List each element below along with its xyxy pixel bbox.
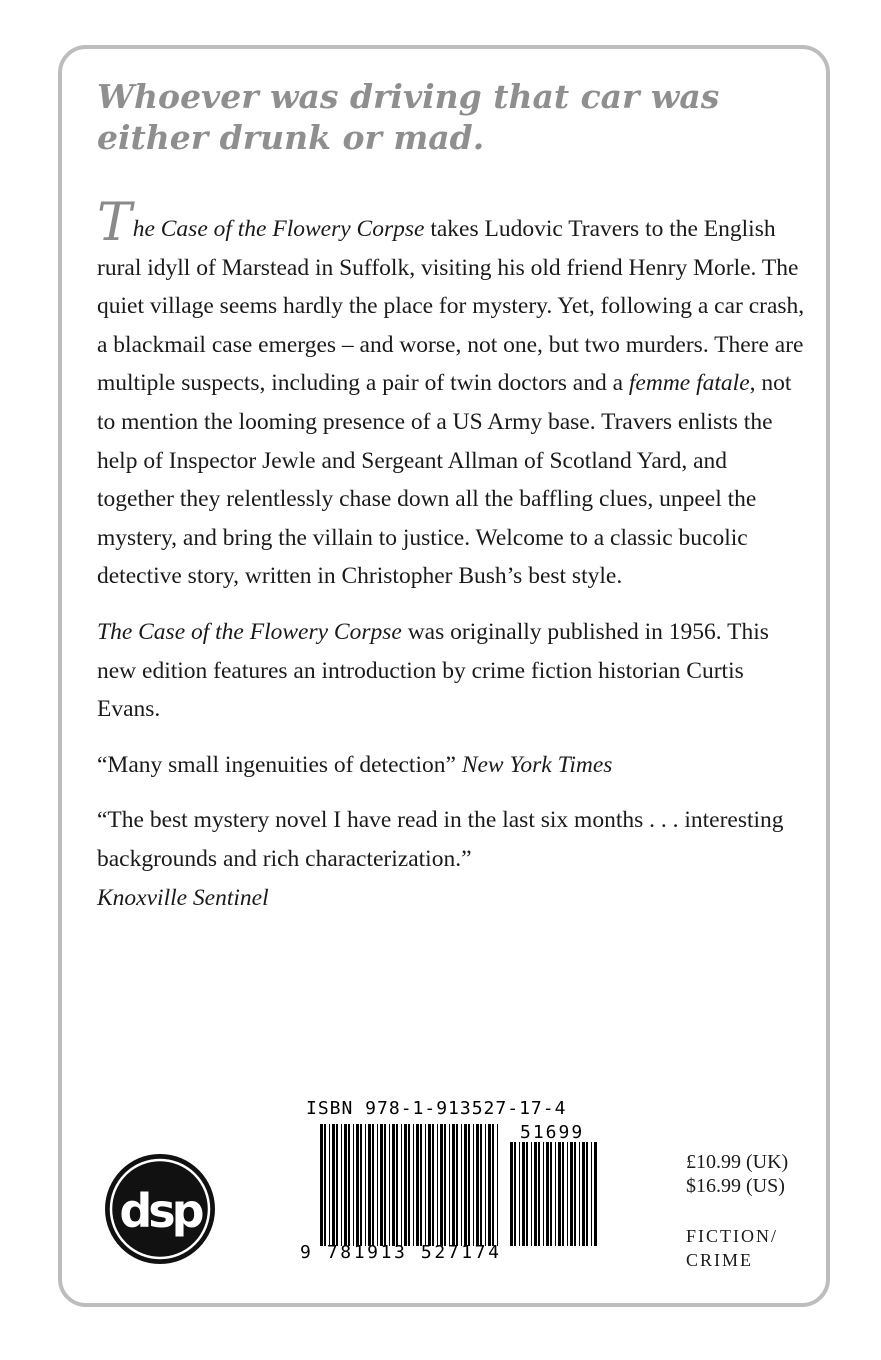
- price-block: [686, 1150, 788, 1198]
- barcode-ean-number: 9 781913 527174: [300, 1242, 502, 1263]
- blurb-text-part1: takes Ludovic Travers to the English rural idyll of Marstead in Suffolk, visiting his old friend Henry Morle. The quiet village seems hardly the place for mystery. Yet, following a car crash, a blackmail case emerges – and worse, not one, but two murders. There are multiple suspects, including a pair of twin doctors and a: [97, 216, 805, 397]
- price-uk: £10.99 (UK): [686, 1151, 789, 1173]
- category-label: [686, 1224, 778, 1272]
- blurb-text-part2: , not to mention the looming presence of a US Army base. Travers enlists the help of Inspector Jewle and Sergeant Allman of Scotland Yard, and together they relentlessly chase down all the baffling clues, unpeel the mystery, and bring the villain to justice. Welcome to a classic bucolic detective story, written in Christopher Bush’s best style.: [97, 370, 792, 590]
- category-line2: CRIME: [686, 1250, 754, 1270]
- edition-text: was originally published in 1956. This new edition features an introduction by crime fiction historian Curtis Evans.: [97, 618, 769, 723]
- edition-title: The Case of the Flowery Corpse: [97, 618, 402, 645]
- quote-2-text: “The best mystery novel I have read in the last six months . . . interesting backgrounds and rich characterization.”: [97, 807, 784, 872]
- category-line1: FICTION/: [686, 1226, 778, 1246]
- blurb-paragraph: [97, 193, 807, 596]
- femme-fatale-text: femme fatale: [628, 370, 750, 397]
- barcode-addon-number: 51699: [520, 1122, 585, 1143]
- quote-2: [97, 801, 807, 917]
- quote-2-source: Knoxville Sentinel: [97, 884, 269, 911]
- isbn-number: ISBN 978-1-913527-17-4: [306, 1098, 567, 1119]
- publisher-logo-icon: [104, 1153, 216, 1265]
- edition-paragraph: [97, 613, 807, 729]
- tagline: Whoever was driving that car was either drunk or mad.: [97, 77, 720, 157]
- price-us: $16.99 (US): [686, 1175, 785, 1197]
- quote-1: [97, 746, 807, 785]
- publisher-logo-text: dsp: [119, 1184, 201, 1238]
- isbn-barcode: [300, 1098, 610, 1268]
- quote-1-source: New York Times: [461, 751, 613, 778]
- book-title-inline: he Case of the Flowery Corpse: [132, 216, 425, 242]
- blurb-body: [97, 193, 807, 934]
- drop-cap: T: [97, 193, 132, 253]
- barcode-bars-icon: [300, 1098, 610, 1248]
- quote-1-text: “Many small ingenuities of detection”: [97, 751, 462, 778]
